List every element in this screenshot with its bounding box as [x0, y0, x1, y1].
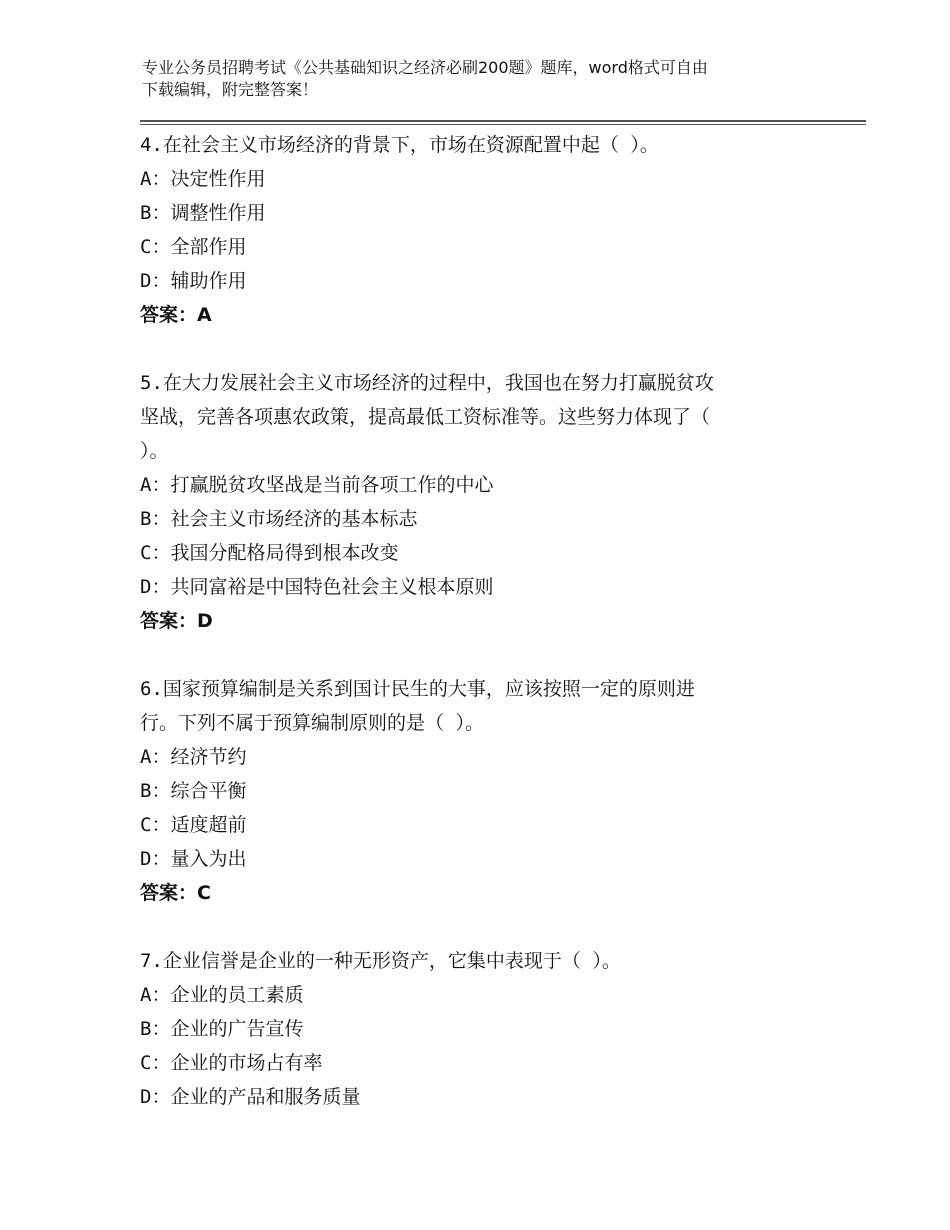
document-header [142, 57, 802, 101]
question-list [140, 128, 840, 1114]
answer: 答案：C [140, 882, 211, 904]
option-b: B：社会主义市场经济的基本标志 [140, 508, 418, 530]
option-a: A：决定性作用 [140, 168, 266, 190]
question-stem [140, 128, 802, 162]
question-4 [140, 128, 840, 332]
option-c: C：适度超前 [140, 814, 247, 836]
header-line-2: 下载编辑，附完整答案！ [142, 80, 319, 99]
option-b: B：调整性作用 [140, 202, 266, 224]
question-stem-line: ）。 [140, 440, 169, 462]
question-6 [140, 672, 840, 910]
option-d: D：共同富裕是中国特色社会主义根本原则 [140, 576, 494, 598]
option-d: D：辅助作用 [140, 270, 247, 292]
option-b: B：企业的广告宣传 [140, 1018, 304, 1040]
option-c: C：我国分配格局得到根本改变 [140, 542, 399, 564]
spacer [140, 638, 840, 672]
option-d: D：量入为出 [140, 848, 247, 870]
header-line-1: 专业公务员招聘考试《公共基础知识之经济必刷200题》题库，word格式可自由 [142, 58, 708, 77]
option-a: A：企业的员工素质 [140, 984, 304, 1006]
option-a: A：打赢脱贫攻坚战是当前各项工作的中心 [140, 474, 494, 496]
question-stem-line: 7.企业信誉是企业的一种无形资产，它集中表现于（ ）。 [140, 950, 621, 972]
answer: 答案：A [140, 304, 212, 326]
question-stem-line: 坚战，完善各项惠农政策，提高最低工资标准等。这些努力体现了（ [140, 406, 711, 428]
header-divider-thin [140, 124, 866, 125]
question-5 [140, 366, 840, 638]
option-c: C：企业的市场占有率 [140, 1052, 323, 1074]
spacer [140, 332, 840, 366]
option-a: A：经济节约 [140, 746, 247, 768]
question-stem-line: 行。下列不属于预算编制原则的是（ ）。 [140, 712, 484, 734]
question-stem-line: 4.在社会主义市场经济的背景下，市场在资源配置中起（ ）。 [140, 134, 659, 156]
header-divider-thick [140, 120, 866, 122]
question-stem [140, 672, 802, 740]
question-stem-line: 6.国家预算编制是关系到国计民生的大事，应该按照一定的原则进 [140, 678, 695, 700]
question-stem [140, 366, 802, 468]
question-stem-line: 5.在大力发展社会主义市场经济的过程中，我国也在努力打赢脱贫攻 [140, 372, 714, 394]
question-7 [140, 944, 840, 1114]
option-c: C：全部作用 [140, 236, 247, 258]
answer: 答案：D [140, 610, 213, 632]
question-stem [140, 944, 802, 978]
option-b: B：综合平衡 [140, 780, 247, 802]
spacer [140, 910, 840, 944]
option-d: D：企业的产品和服务质量 [140, 1086, 361, 1108]
